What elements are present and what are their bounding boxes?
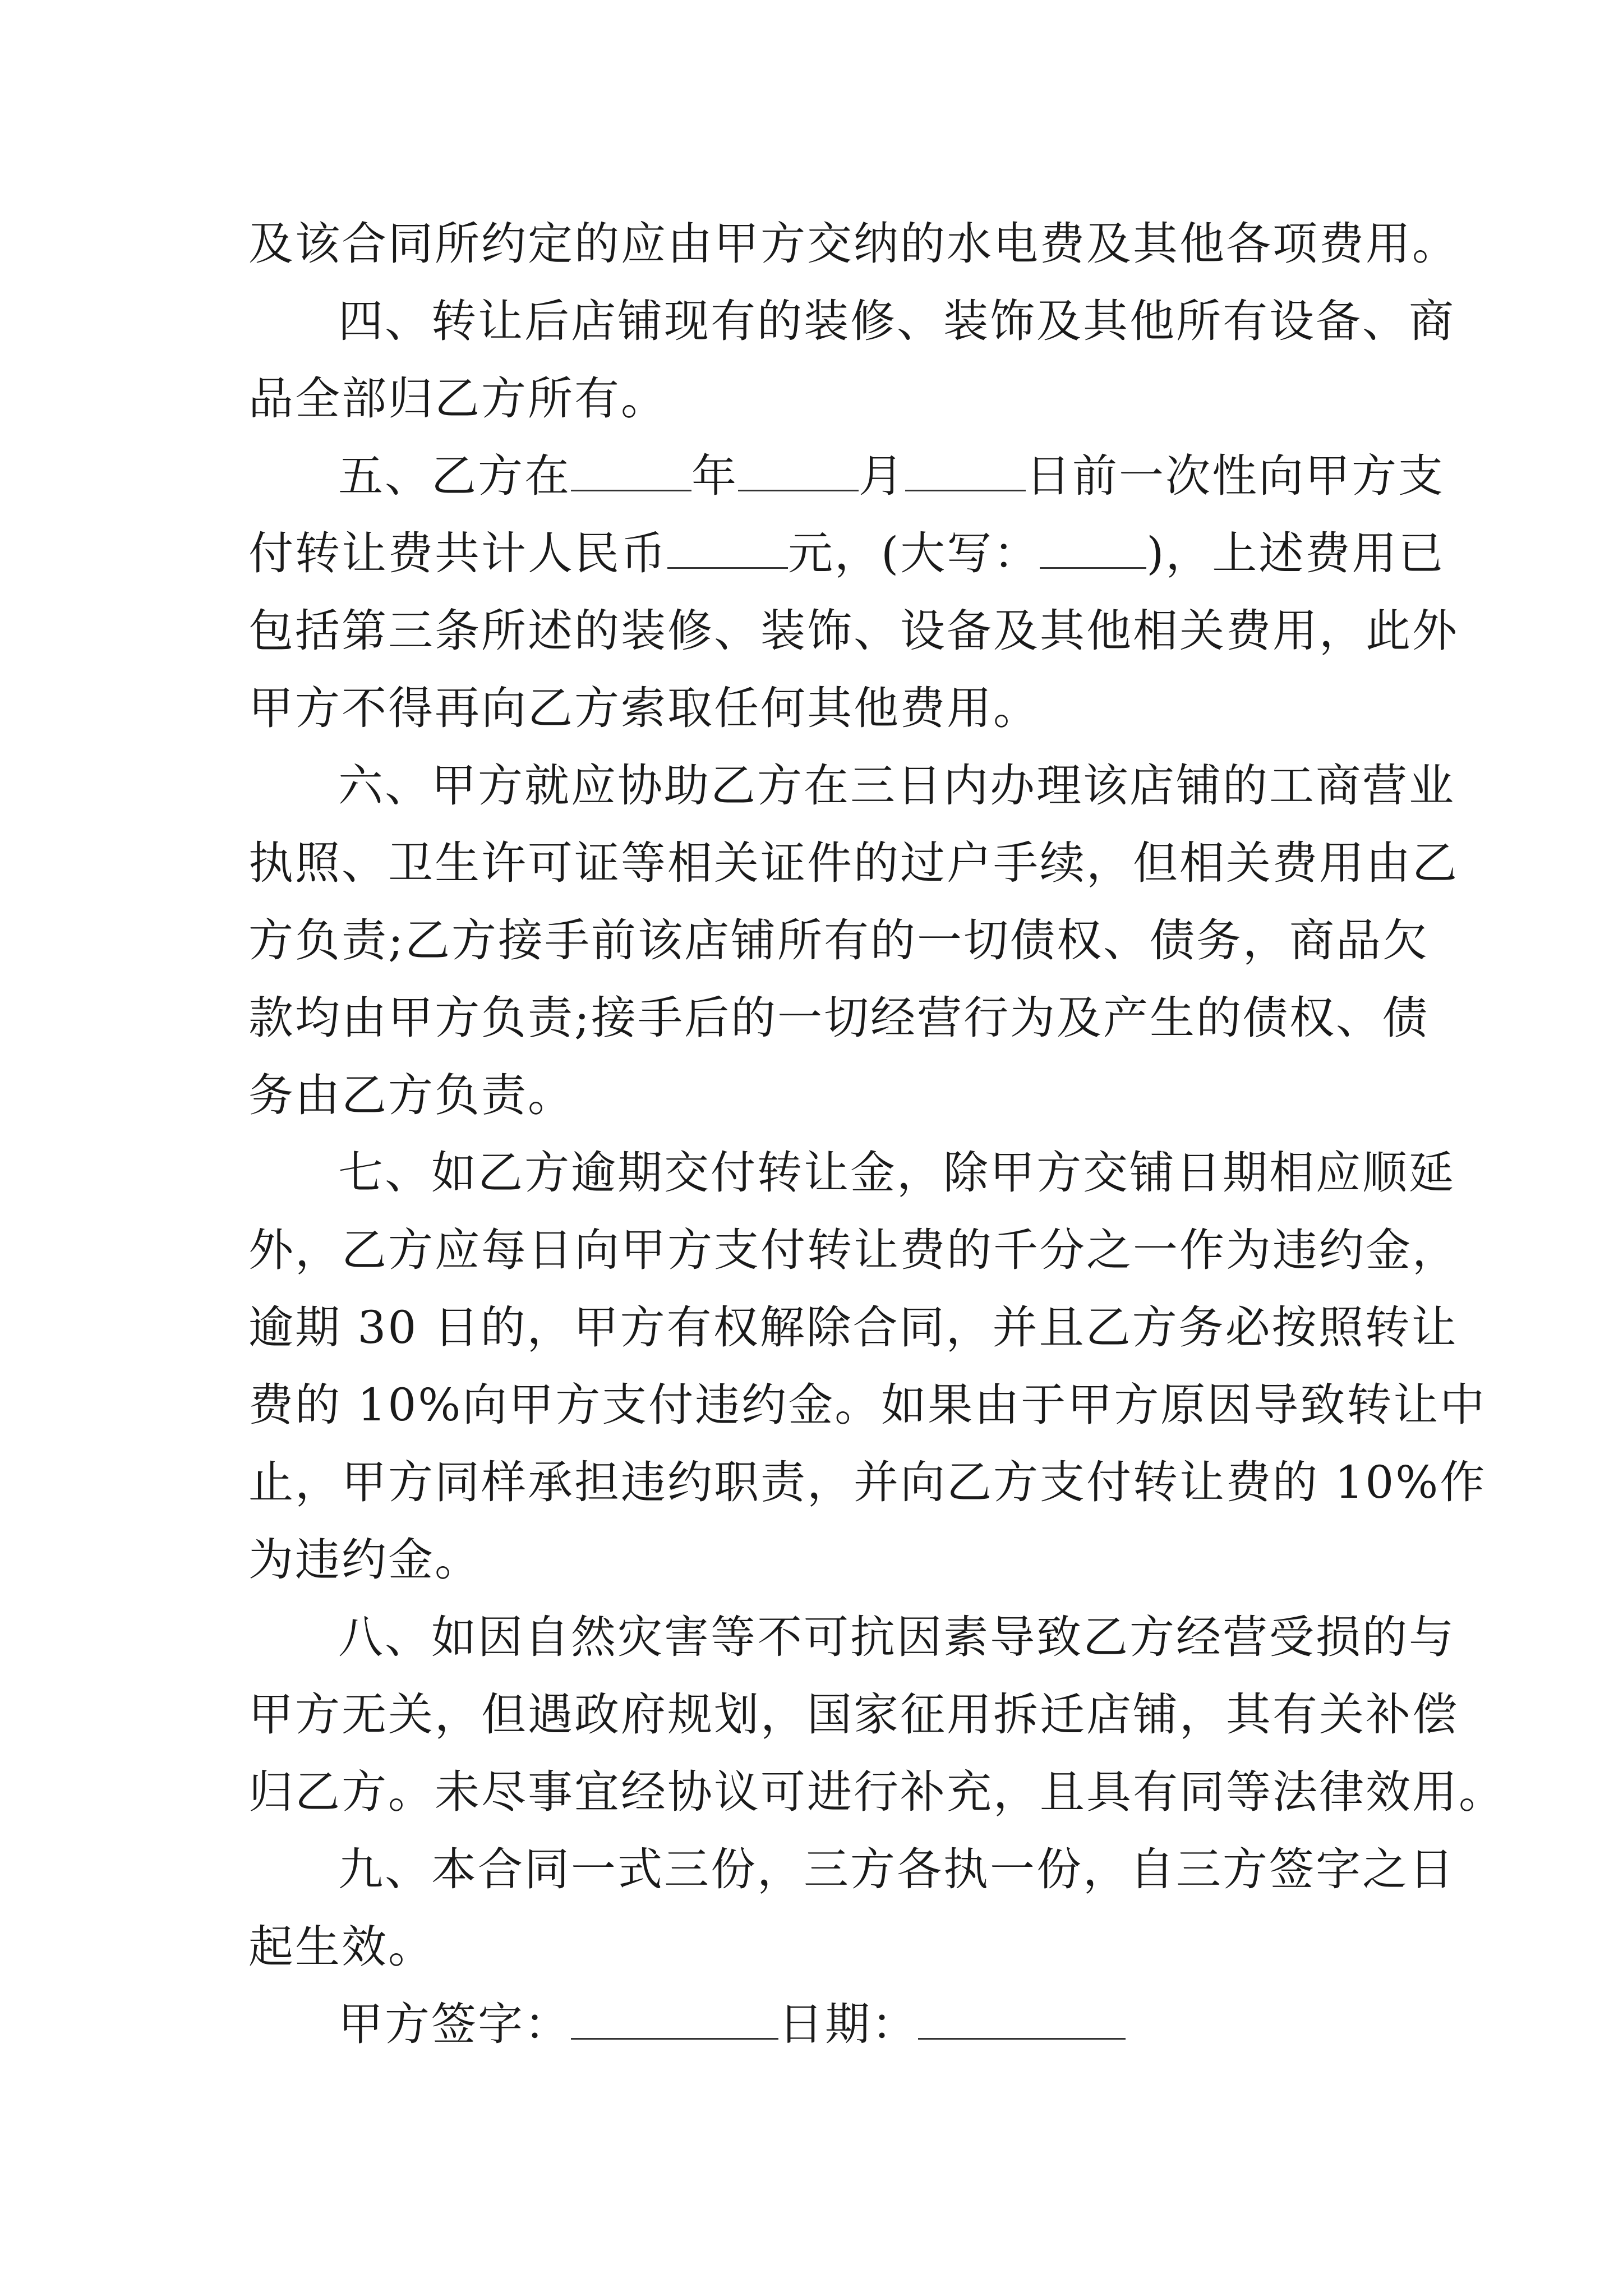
amount-blank bbox=[667, 528, 788, 569]
clause-5-amount-suffix: )，上述费用已 bbox=[1146, 527, 1445, 579]
clause-7-line: 为违约金。 bbox=[248, 1534, 481, 1586]
paragraph-line: 及该合同所约定的应由甲方交纳的水电费及其他各项费用。 bbox=[248, 218, 1459, 270]
clause-7-line: 七、如乙方逾期交付转让金，除甲方交铺日期相应顺延 bbox=[338, 1147, 1455, 1199]
clause-6-line: 执照、卫生许可证等相关证件的过户手续，但相关费用由乙 bbox=[248, 837, 1459, 889]
clause-4-line: 品全部归乙方所有。 bbox=[248, 372, 667, 425]
clause-9-line: 起生效。 bbox=[248, 1921, 435, 1973]
clause-8-line: 八、如因自然灾害等不可抗因素导致乙方经营受损的与 bbox=[338, 1611, 1455, 1663]
clause-7-line: 止，甲方同样承担违约职责，并向乙方支付转让费的 10%作 bbox=[248, 1456, 1487, 1508]
amount-words-blank bbox=[1040, 528, 1146, 569]
clause-6-line: 务由乙方负责。 bbox=[248, 1069, 574, 1121]
party-a-signature-label: 甲方签字： bbox=[338, 1998, 571, 2050]
clause-5-amount-prefix: 付转让费共计人民币 bbox=[248, 527, 667, 579]
clause-5-line: 甲方不得再向乙方索取任何其他费用。 bbox=[248, 682, 1040, 734]
clause-9-line: 九、本合同一式三份，三方各执一份，自三方签字之日 bbox=[338, 1843, 1455, 1895]
year-blank bbox=[571, 450, 691, 491]
clause-7-line: 费的 10%向甲方支付违约金。如果由于甲方原因导致转让中 bbox=[248, 1379, 1487, 1431]
clause-5-line-2 bbox=[248, 515, 1445, 592]
clause-5-line: 包括第三条所述的装修、装饰、设备及其他相关费用，此外 bbox=[248, 605, 1459, 657]
clause-8-line: 甲方无关，但遇政府规划，国家征用拆迁店铺，其有关补偿 bbox=[248, 1688, 1459, 1741]
clause-7-line: 外，乙方应每日向甲方支付转让费的千分之一作为违约金， bbox=[248, 1224, 1459, 1276]
clause-5-line-1 bbox=[248, 438, 1445, 515]
clause-6-line: 款均由甲方负责;接手后的一切经营行为及产生的债权、债 bbox=[248, 992, 1429, 1044]
contract-body bbox=[248, 205, 1505, 2063]
party-a-signature-blank bbox=[571, 1999, 778, 2040]
date-blank bbox=[918, 1999, 1126, 2040]
month-label: 月 bbox=[859, 450, 905, 502]
yuan-label: 元，(大写： bbox=[788, 527, 1040, 579]
day-blank bbox=[905, 450, 1026, 491]
clause-7-line: 逾期 30 日的，甲方有权解除合同，并且乙方务必按照转让 bbox=[248, 1301, 1458, 1354]
date-label: 日期： bbox=[778, 1998, 918, 2050]
clause-6-line: 六、甲方就应协助乙方在三日内办理该店铺的工商营业 bbox=[338, 760, 1455, 812]
clause-8-line: 归乙方。未尽事宜经协议可进行补充，且具有同等法律效用。 bbox=[248, 1766, 1505, 1818]
clause-5-prefix: 五、乙方在 bbox=[338, 450, 571, 502]
month-blank bbox=[738, 450, 859, 491]
clause-4-line: 四、转让后店铺现有的装修、装饰及其他所有设备、商 bbox=[338, 295, 1455, 347]
year-label: 年 bbox=[691, 450, 738, 502]
day-suffix: 日前一次性向甲方支 bbox=[1026, 450, 1445, 502]
signature-line bbox=[248, 1986, 1381, 2063]
clause-6-line: 方负责;乙方接手前该店铺所有的一切债权、债务，商品欠 bbox=[248, 914, 1429, 967]
